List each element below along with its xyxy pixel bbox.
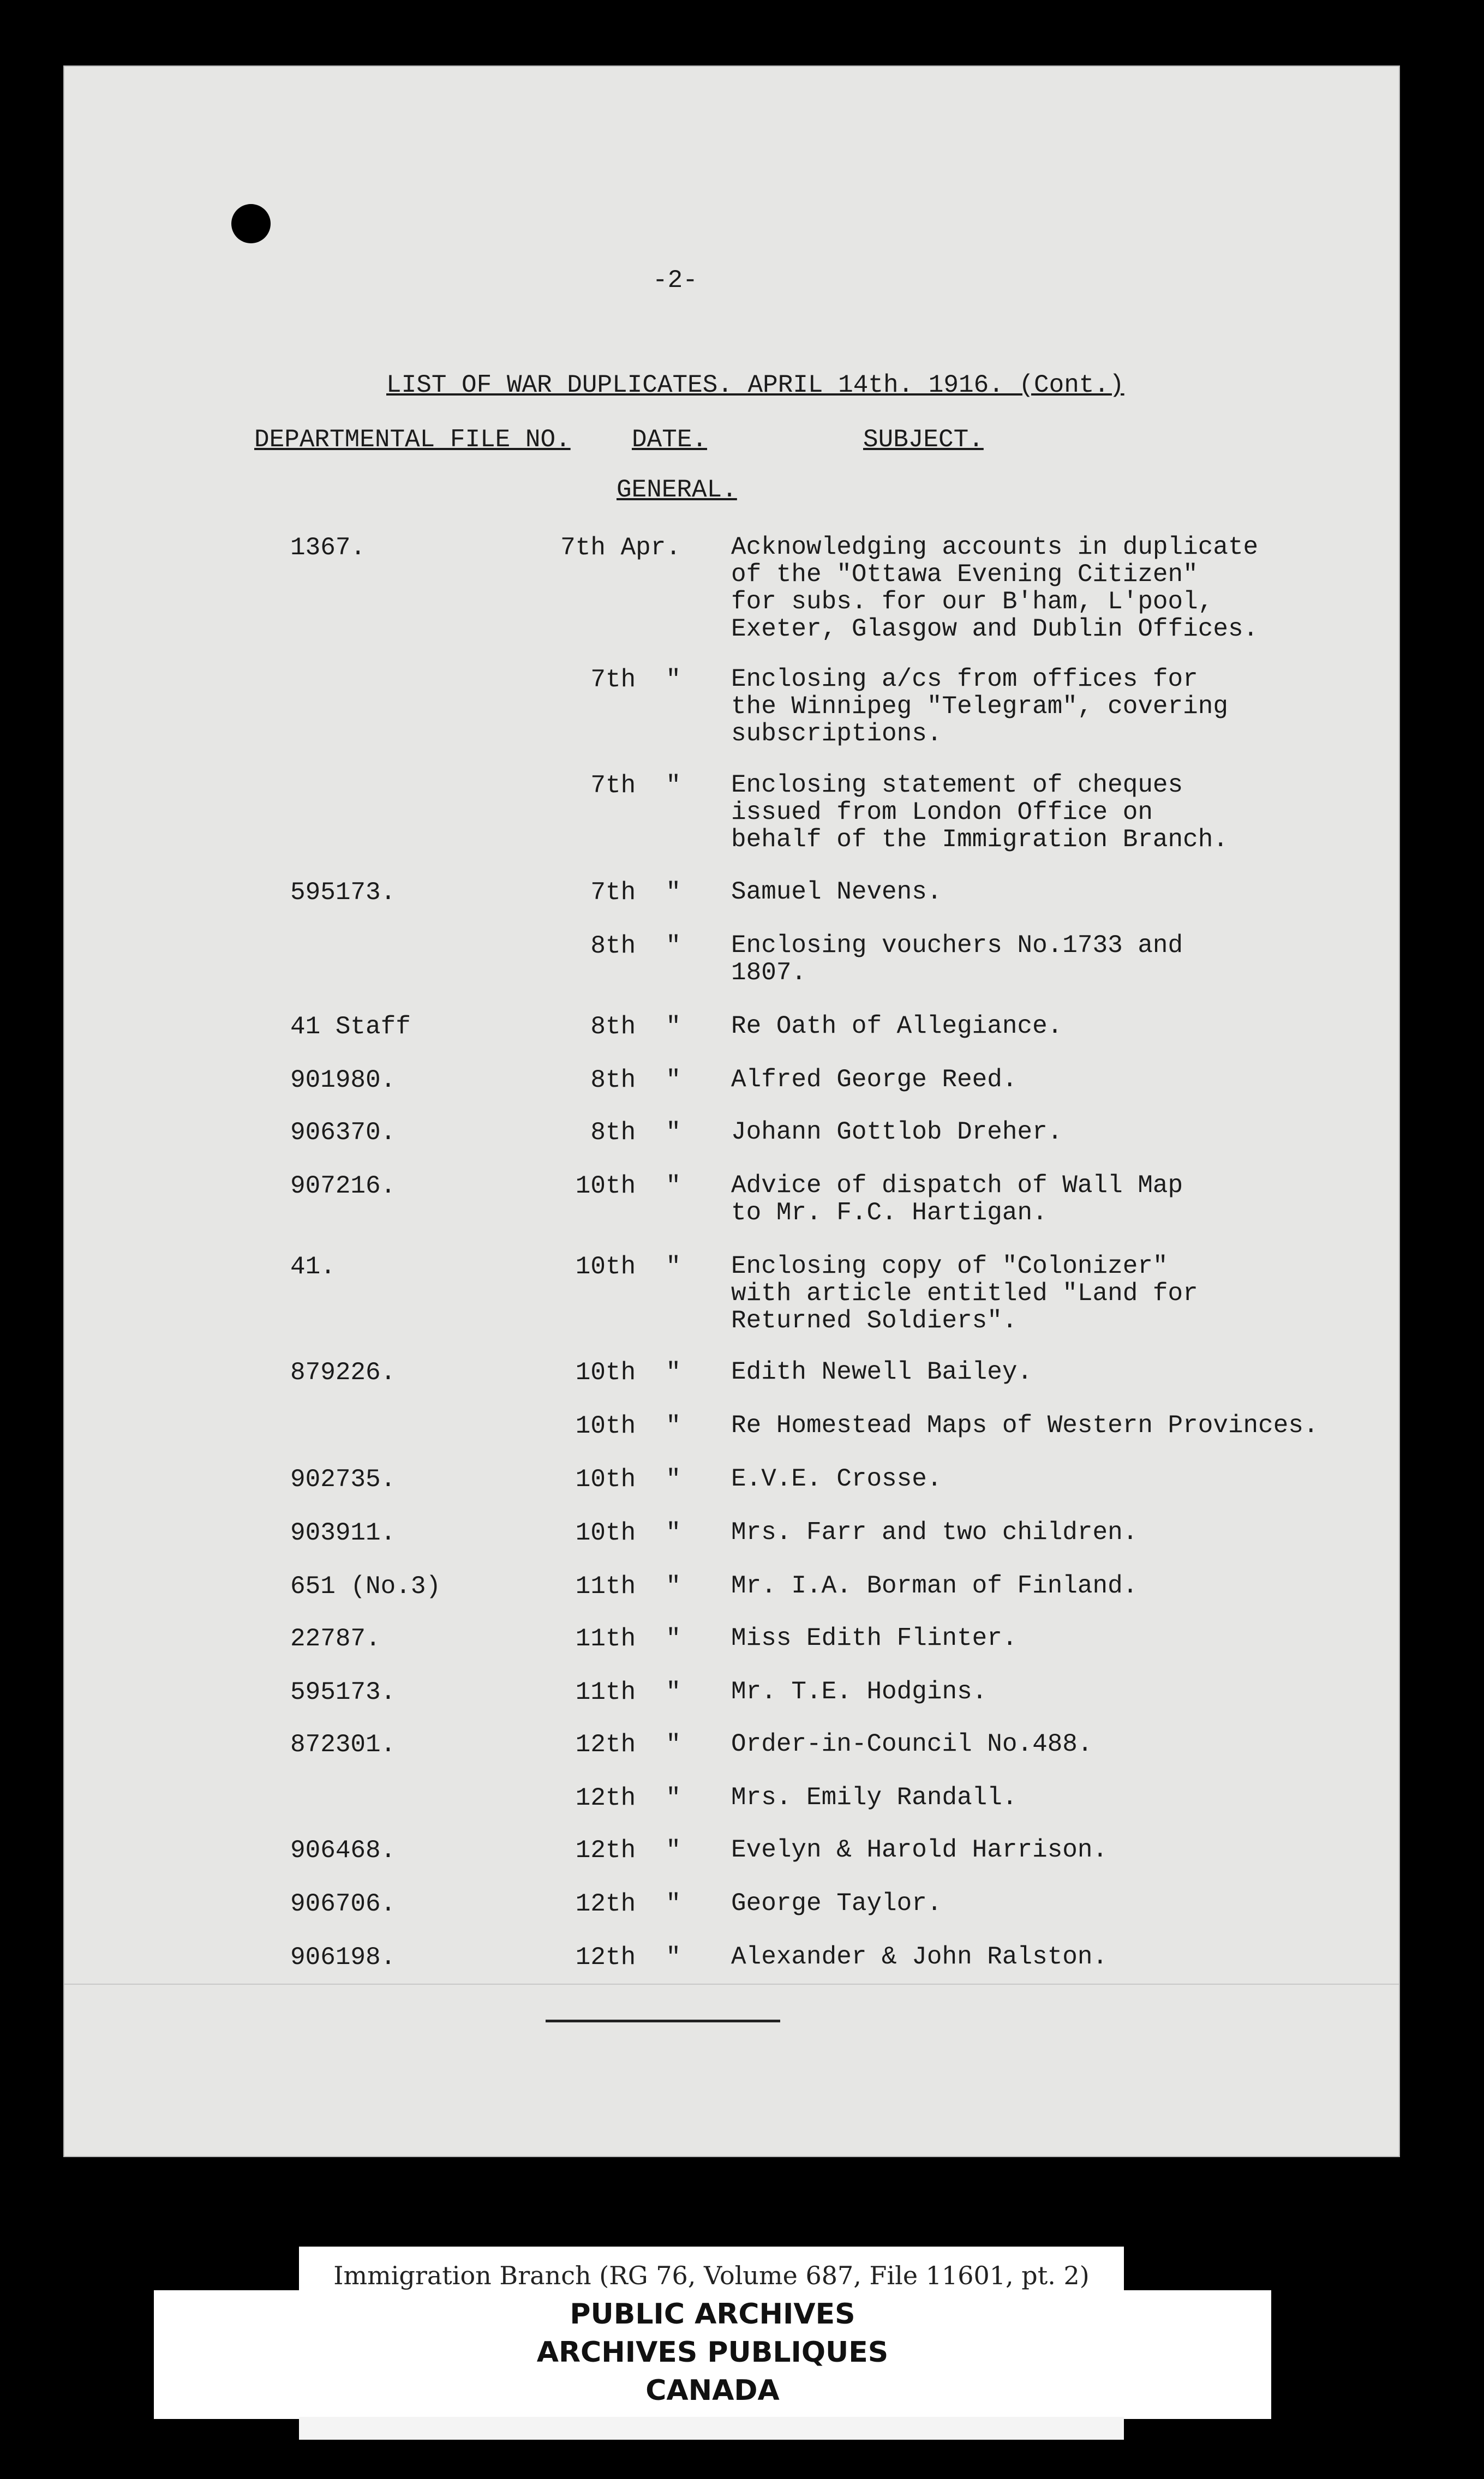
entry-date: 11th " (575, 1572, 681, 1601)
entry-file-number: 906198. (290, 1943, 396, 1972)
entry-subject: Alexander & John Ralston. (731, 1943, 1108, 1971)
entry-file-number: 595173. (290, 1678, 396, 1706)
entry-subject: Samuel Nevens. (731, 878, 942, 906)
entry-file-number: 902735. (290, 1465, 396, 1494)
label-strip (299, 2417, 1124, 2440)
entry-subject: Alfred George Reed. (731, 1065, 1018, 1094)
entry-file-number: 22787. (290, 1625, 381, 1653)
entry-subject: Mrs. Emily Randall. (731, 1783, 1018, 1812)
stamp-line-3: CANADA (645, 2374, 780, 2407)
entry-subject: Johann Gottlob Dreher. (731, 1118, 1063, 1146)
entry-subject: Miss Edith Flinter. (731, 1624, 1018, 1652)
entry-date: 10th " (575, 1253, 681, 1281)
entry-date: 7th " (590, 666, 681, 694)
entry-date: 11th " (575, 1678, 681, 1706)
entry-date: 7th Apr. (560, 534, 681, 562)
end-rule (546, 2020, 780, 2022)
entry-subject: Mrs. Farr and two children. (731, 1518, 1138, 1547)
entry-date: 10th " (575, 1412, 681, 1440)
header-file-no: DEPARTMENTAL FILE NO. (254, 426, 571, 454)
document-title: LIST OF WAR DUPLICATES. APRIL 14th. 1916. (Cont.) (386, 371, 1124, 399)
entry-subject: Enclosing statement of cheques issued from London Office on behalf of the Immigration Branch. (731, 771, 1228, 854)
archive-reference: Immigration Branch (RG 76, Volume 687, File 11601, pt. 2) (333, 2261, 1090, 2290)
entry-file-number: 901980. (290, 1066, 396, 1094)
entry-date: 12th " (575, 1730, 681, 1759)
stamp-line-1: PUBLIC ARCHIVES (570, 2298, 855, 2331)
divider (64, 1984, 1399, 1985)
entry-date: 10th " (575, 1465, 681, 1494)
entry-subject: E.V.E. Crosse. (731, 1465, 942, 1493)
entry-date: 10th " (575, 1519, 681, 1547)
entry-date: 11th " (575, 1625, 681, 1653)
entry-subject: Mr. T.E. Hodgins. (731, 1678, 988, 1706)
entry-subject: George Taylor. (731, 1889, 942, 1918)
entry-file-number: 1367. (290, 534, 366, 562)
entry-file-number: 872301. (290, 1730, 396, 1759)
entry-date: 12th " (575, 1890, 681, 1918)
entry-subject: Evelyn & Harold Harrison. (731, 1836, 1108, 1864)
page-number: -2- (653, 266, 698, 295)
entry-subject: Acknowledging accounts in duplicate of the "Ottawa Evening Citizen" for subs. for our B'ham, L'pool, Exeter, Glasgow and Dublin Offices. (731, 533, 1259, 643)
entry-subject: Order-in-Council No.488. (731, 1730, 1093, 1758)
entry-subject: Edith Newell Bailey. (731, 1358, 1033, 1386)
entry-subject: Enclosing copy of "Colonizer" with article entitled "Land for Returned Soldiers". (731, 1252, 1198, 1335)
entry-file-number: 41 Staff (290, 1013, 411, 1041)
entry-date: 12th " (575, 1836, 681, 1865)
section-heading: GENERAL. (617, 476, 737, 504)
entry-date: 8th " (590, 932, 681, 960)
entry-date: 8th " (590, 1118, 681, 1147)
entry-date: 7th " (590, 878, 681, 907)
archives-stamp (154, 2290, 1271, 2419)
entry-file-number: 903911. (290, 1519, 396, 1547)
entry-file-number: 906468. (290, 1836, 396, 1865)
entry-file-number: 651 (No.3) (290, 1572, 441, 1601)
entry-file-number: 907216. (290, 1172, 396, 1200)
header-subject: SUBJECT. (863, 426, 984, 454)
entry-subject: Enclosing a/cs from offices for the Winnipeg "Telegram", covering subscriptions. (731, 665, 1228, 748)
entry-file-number: 595173. (290, 878, 396, 907)
entry-date: 7th " (590, 771, 681, 800)
entry-file-number: 906370. (290, 1118, 396, 1147)
entry-date: 8th " (590, 1066, 681, 1094)
entry-file-number: 41. (290, 1253, 336, 1281)
entry-subject: Mr. I.A. Borman of Finland. (731, 1572, 1138, 1600)
entry-file-number: 879226. (290, 1358, 396, 1387)
entry-date: 12th " (575, 1943, 681, 1972)
entry-subject: Enclosing vouchers No.1733 and 1807. (731, 931, 1183, 987)
entry-subject: Re Homestead Maps of Western Provinces. (731, 1411, 1319, 1440)
entry-date: 10th " (575, 1358, 681, 1387)
entry-date: 12th " (575, 1784, 681, 1812)
entry-subject: Advice of dispatch of Wall Map to Mr. F.C. Hartigan. (731, 1171, 1183, 1227)
punch-hole (231, 204, 271, 243)
entry-date: 10th " (575, 1172, 681, 1200)
stamp-line-2: ARCHIVES PUBLIQUES (536, 2336, 889, 2369)
entry-subject: Re Oath of Allegiance. (731, 1012, 1063, 1040)
entry-date: 8th " (590, 1013, 681, 1041)
header-date: DATE. (632, 426, 708, 454)
entry-file-number: 906706. (290, 1890, 396, 1918)
